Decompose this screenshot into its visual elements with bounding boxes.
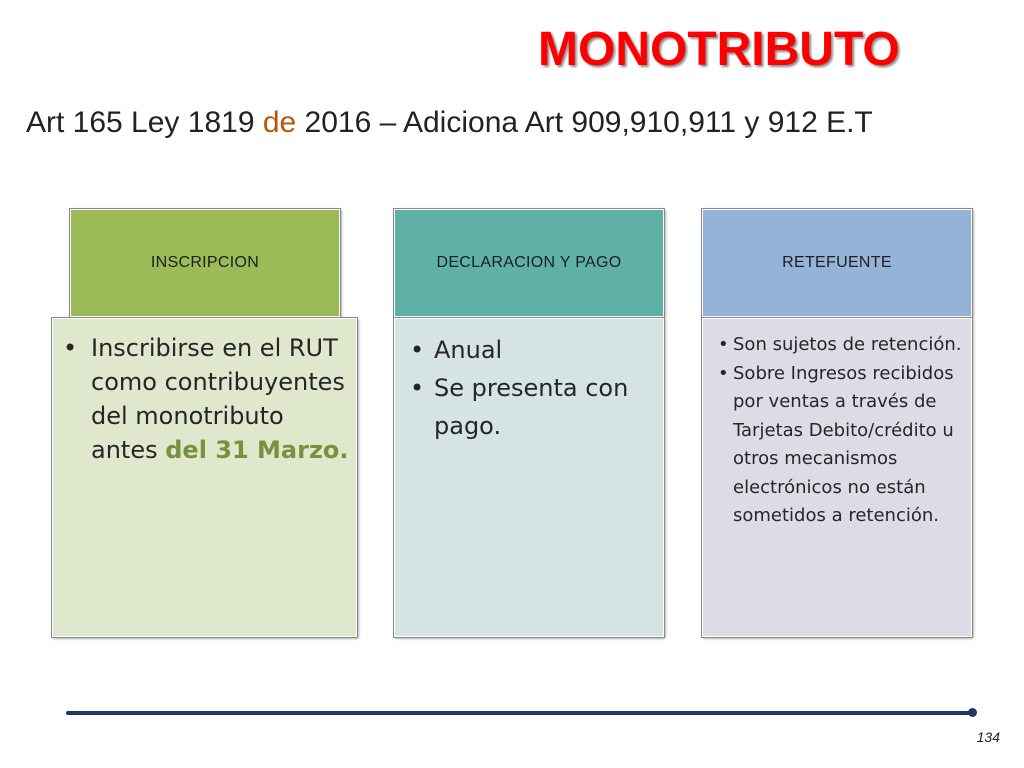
bullet-item [733, 360, 965, 531]
subtitle-part-2: 2016 – Adiciona Art 909,910,911 y 912 E.T [296, 106, 873, 139]
subtitle-accent: de [262, 106, 297, 139]
bullet-text: Se presenta con pago. [434, 374, 629, 440]
footer-divider [66, 711, 973, 715]
bullet-list [733, 331, 965, 531]
column-body-retefuente [702, 318, 972, 637]
column-body-inscripcion [52, 318, 357, 637]
bullet-list [91, 331, 351, 467]
slide-title: MONOTRIBUTO [538, 23, 900, 76]
bullet-text: Son sujetos de retención. [733, 334, 962, 355]
column-header-label: INSCRIPCION [150, 254, 260, 271]
bullet-item [434, 331, 659, 369]
bullet-item [91, 331, 351, 467]
bullet-list [434, 331, 659, 445]
column-header-label: RETEFUENTE [782, 254, 892, 271]
subtitle-part-1: Art 165 Ley 1819 [26, 106, 263, 139]
bullet-text: Inscribirse en el RUT como contribuyentes del monotributo antes [91, 334, 345, 464]
bullet-text: Anual [434, 336, 503, 364]
column-header-inscripcion [70, 209, 340, 317]
bullet-text: Sobre Ingresos recibidos por ventas a través de Tarjetas Debito/crédito u otros mecanismos electrónicos no están sometidos a retención. [733, 362, 954, 526]
bullet-highlight: del 31 Marzo. [165, 436, 349, 464]
page-number: 134 [976, 729, 1000, 745]
footer-divider-dot [968, 708, 977, 717]
column-header-retefuente [702, 209, 972, 317]
slide-subtitle [26, 103, 873, 143]
column-body-declaracion-y-pago [394, 318, 664, 637]
bullet-item [434, 369, 659, 445]
column-header-label: DECLARACION Y PAGO [436, 254, 622, 271]
bullet-item [733, 331, 965, 360]
column-header-declaracion-y-pago [394, 209, 664, 317]
